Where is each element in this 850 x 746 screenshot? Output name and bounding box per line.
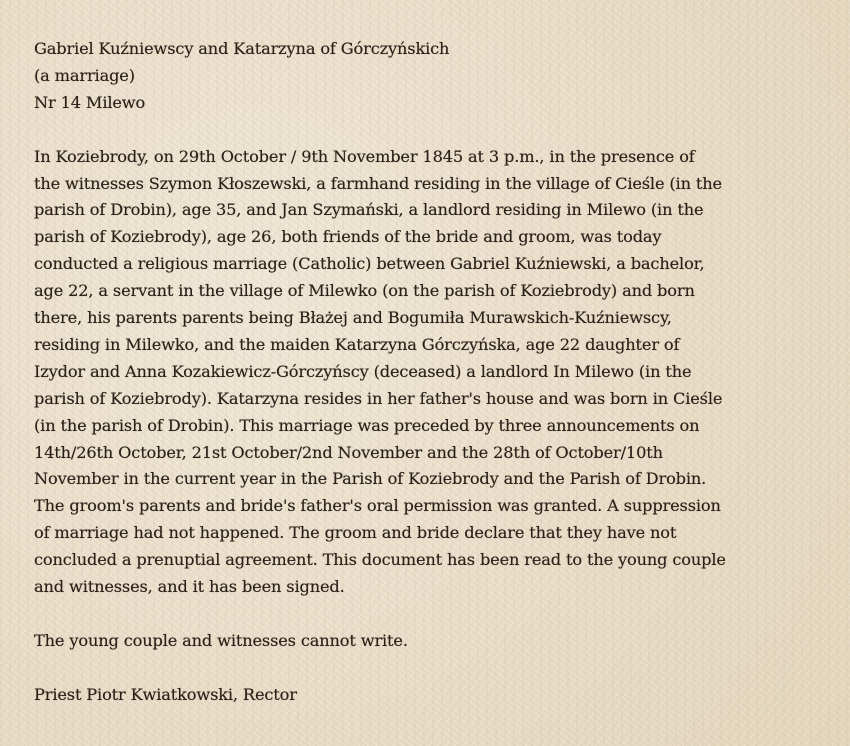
- record-title: Gabriel Kuźniewscy and Katarzyna of Górczyńskich: [34, 39, 450, 58]
- body-line: parish of Koziebrody), age 26, both friends of the bride and groom, was today: [34, 227, 662, 247]
- body-line: age 22, a servant in the village of Milewko (on the parish of Koziebrody) and born: [34, 281, 695, 301]
- record-body: [34, 144, 824, 601]
- body-line: 14th/26th October, 21st October/2nd November and the 28th of October/10th: [34, 442, 663, 462]
- body-line: (in the parish of Drobin). This marriage was preceded by three announcements on: [34, 415, 700, 435]
- marriage-record-document: [34, 36, 824, 709]
- body-line: parish of Drobin), age 35, and Jan Szymański, a landlord residing in Milewo (in the: [34, 200, 704, 220]
- body-line: residing in Milewko, and the maiden Katarzyna Górczyńska, age 22 daughter of: [34, 334, 680, 354]
- body-line: the witnesses Szymon Kłoszewski, a farmhand residing in the village of Cieśle (in the: [34, 173, 722, 193]
- body-line: In Koziebrody, on 29th October / 9th November 1845 at 3 p.m., in the presence of: [34, 146, 695, 166]
- body-line: there, his parents parents being Błażej and Bogumiła Murawskich-Kuźniewscy,: [34, 308, 672, 328]
- illiteracy-note: The young couple and witnesses cannot write.: [34, 630, 408, 650]
- body-line: Izydor and Anna Kozakiewicz-Górczyńscy (deceased) a landlord In Milewo (in the: [34, 361, 692, 381]
- body-line: concluded a prenuptial agreement. This document has been read to the young couple: [34, 550, 726, 570]
- record-header: [34, 36, 824, 117]
- body-line: The groom's parents and bride's father's oral permission was granted. A suppression: [34, 496, 721, 516]
- body-line: parish of Koziebrody). Katarzyna resides in her father's house and was born in Cieśle: [34, 388, 723, 408]
- record-number: Nr 14 Milewo: [34, 92, 146, 112]
- record-type: (a marriage): [34, 65, 135, 85]
- priest-signature-line: Priest Piotr Kwiatkowski, Rector: [34, 684, 297, 704]
- body-line: and witnesses, and it has been signed.: [34, 577, 345, 597]
- body-line: conducted a religious marriage (Catholic) between Gabriel Kuźniewski, a bachelor,: [34, 254, 705, 274]
- body-line: November in the current year in the Parish of Koziebrody and the Parish of Drobin.: [34, 469, 707, 489]
- body-line: of marriage had not happened. The groom and bride declare that they have not: [34, 523, 677, 543]
